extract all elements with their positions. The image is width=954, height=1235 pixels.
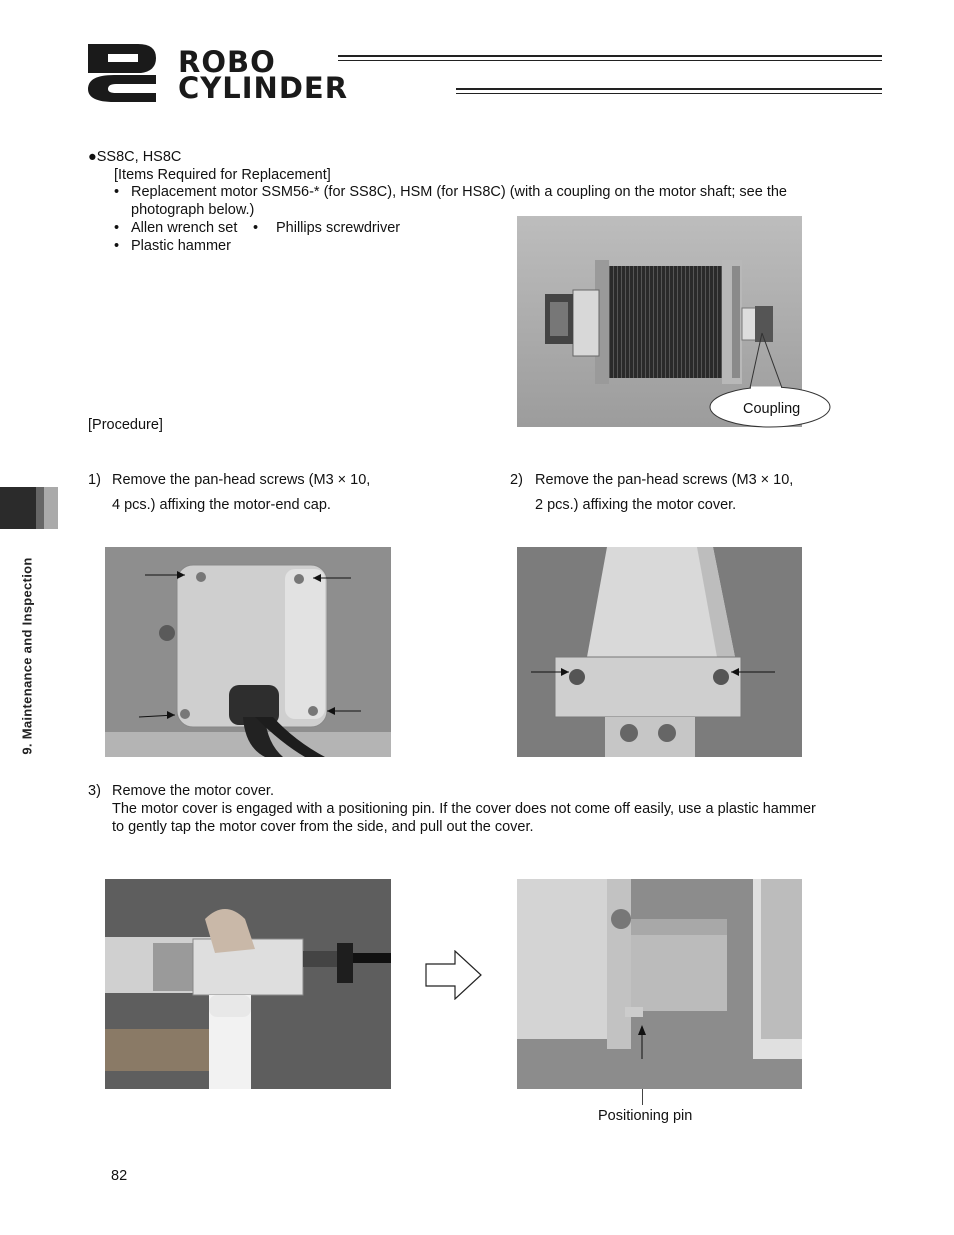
item-replacement-motor-cont: photograph below.) (131, 202, 255, 218)
bullet: • (114, 238, 120, 254)
step-2-number: 2) (510, 472, 523, 488)
motor-cover-photo (517, 547, 802, 757)
header-rule-top (338, 55, 882, 57)
step-3-line1: Remove the motor cover. (112, 783, 274, 799)
motor-end-cap-photo (105, 547, 391, 757)
header-rule-bottom (456, 88, 882, 90)
section-title: ●SS8C, HS8C (88, 149, 182, 165)
step-3-line3: to gently tap the motor cover from the side, and pull out the cover. (112, 819, 534, 835)
bullet: • (114, 220, 120, 236)
rc-logo-mark (86, 44, 166, 104)
item-replacement-motor: Replacement motor SSM56-* (for SS8C), HSM (for HS8C) (with a coupling on the motor shaft; see the (131, 184, 787, 200)
procedure-heading: [Procedure] (88, 417, 163, 433)
positioning-pin-photo (517, 879, 802, 1089)
chapter-tab (0, 487, 58, 529)
logo (86, 44, 886, 104)
item-plastic-hammer: Plastic hammer (131, 238, 231, 254)
step-1-line2: 4 pcs.) affixing the motor-end cap. (112, 497, 331, 513)
hammer-photo (105, 879, 391, 1089)
step-1-line1: Remove the pan-head screws (M3 × 10, (112, 472, 371, 488)
page-number: 82 (111, 1168, 128, 1184)
bullet: • (114, 184, 120, 200)
arrow-right-icon (425, 950, 483, 1000)
header-rule-bottom-thin (456, 93, 882, 94)
step-3-number: 3) (88, 783, 101, 799)
logo-line-2: CYLINDER (178, 71, 349, 105)
step-2-line2: 2 pcs.) affixing the motor cover. (535, 497, 737, 513)
logo-line-1: ROBO (178, 45, 276, 79)
chapter-label: 9. Maintenance and Inspection (19, 557, 35, 755)
step-2-line1: Remove the pan-head screws (M3 × 10, (535, 472, 794, 488)
pin-leader-line (642, 1089, 643, 1105)
positioning-pin-label: Positioning pin (598, 1108, 693, 1124)
items-heading: [Items Required for Replacement] (114, 167, 331, 183)
header-rule-top-thin (338, 60, 882, 61)
step-1-number: 1) (88, 472, 101, 488)
bullet: • (253, 220, 259, 236)
item-screwdriver: Phillips screwdriver (276, 220, 401, 236)
coupling-label: Coupling (743, 401, 801, 417)
step-3-line2: The motor cover is engaged with a positioning pin. If the cover does not come off easily, use a plastic hammer (112, 801, 816, 817)
item-allen-wrench: Allen wrench set (131, 220, 238, 236)
